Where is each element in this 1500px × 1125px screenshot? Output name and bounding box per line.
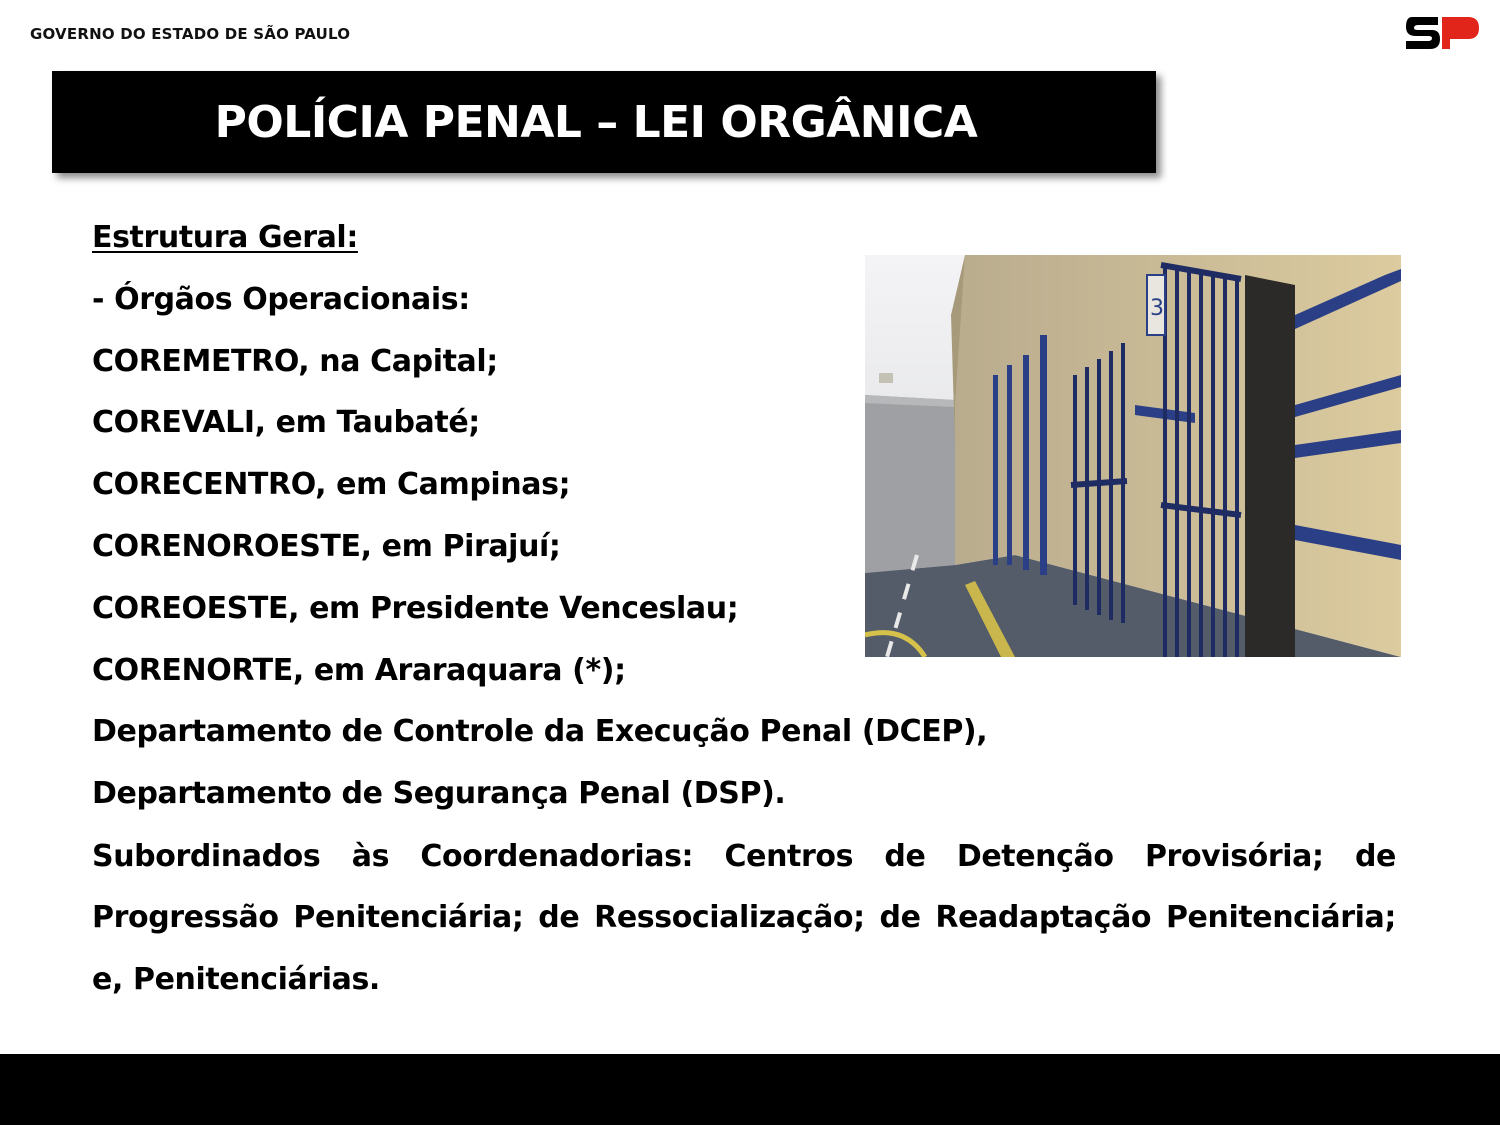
subheading: - Órgãos Operacionais: — [92, 281, 470, 317]
sp-logo — [1404, 15, 1480, 51]
list-item: Departamento de Segurança Penal (DSP). — [92, 776, 786, 812]
list-item: CORENOROESTE, em Pirajuí; — [92, 528, 561, 564]
list-item: COREMETRO, na Capital; — [92, 343, 498, 379]
government-header: GOVERNO DO ESTADO DE SÃO PAULO — [30, 25, 351, 43]
list-item: CORECENTRO, em Campinas; — [92, 467, 571, 503]
footer-bar — [0, 1054, 1500, 1125]
list-item: Departamento de Controle da Execução Penal (DCEP), — [92, 714, 988, 750]
title-banner — [52, 71, 1156, 173]
list-item: COREVALI, em Taubaté; — [92, 405, 480, 441]
svg-text:3: 3 — [1150, 296, 1164, 321]
slide-title: POLÍCIA PENAL – LEI ORGÂNICA — [214, 96, 978, 148]
closing-paragraph: Subordinados às Coordenadorias: Centros de Detenção Provisória; de Progressão Penitenciária; de Ressocialização; de Readaptação Penitenciária; e, Penitenciárias. — [92, 838, 1396, 997]
list-item: COREOESTE, em Presidente Venceslau; — [92, 590, 739, 626]
section-heading: Estrutura Geral: — [92, 220, 358, 255]
prison-cell-corridor-photo — [865, 255, 1401, 657]
list-item: CORENORTE, em Araraquara (*); — [92, 652, 626, 688]
